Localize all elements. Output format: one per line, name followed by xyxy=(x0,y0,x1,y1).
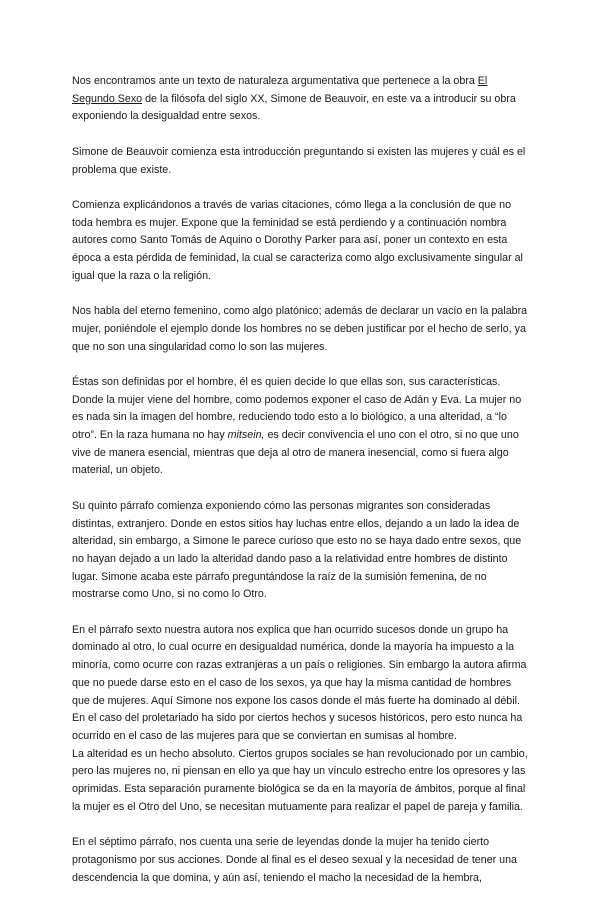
italic-term: mitsein, xyxy=(227,429,265,441)
paragraph-7: En el párrafo sexto nuestra autora nos explica que han ocurrido sucesos donde un grupo ha dominado al otro, lo cual ocurre en desigualdad numérica, donde la mayoría ha impuesto a la minoría, como ocurre con razas extranjeras a un país o religiones. Sin embargo la autora afirma que no puede darse esto en el caso de los sexos, ya que hay la misma cantidad de hombres que de mujeres. Aquí Simone nos expone los casos donde el más fuerte ha dominado al débil. En el caso del proletariado ha sido por ciertos hechos y sucesos históricos, pero esto nunca ha ocurrido en el caso de las mujeres para que se conviertan en sumisas al hombre. xyxy=(72,623,527,742)
paragraph-2: Simone de Beauvoir comienza esta introducción preguntando si existen las mujeres y cuál es el problema que existe. xyxy=(72,145,526,176)
document-body xyxy=(72,73,528,905)
book-title-link[interactable]: El Segundo Sexo xyxy=(72,75,488,105)
paragraph-intro: Nos encontramos ante un texto de naturaleza argumentativa que pertenece a la obra El Segundo Sexo de la filósofa del siglo XX, Simone de Beauvoir, en este va a introducir su obra exponiendo la desigualdad entre sexos. xyxy=(72,75,516,123)
paragraph-5: Éstas son definidas por el hombre, él es quien decide lo que ellas son, sus características. Donde la mujer viene del hombre, como podemos exponer el caso de Adán y Eva. La mujer no es nada sin la imagen del hombre, reduciendo todo esto a lo biológico, a una alteridad, a “lo otro”. En la raza humana no hay mitsein, es decir convivencia el uno con el otro, si no que uno vive de manera esencial, mientras que deja al otro de manera inesencial, como si fuera algo material, un objeto. xyxy=(72,375,522,477)
paragraph-8: La alteridad es un hecho absoluto. Ciertos grupos sociales se han revolucionado por un cambio, pero las mujeres no, ni piensan en ello ya que hay un vínculo estrecho entre los opresores y las oprimidas. Esta separación puramente biológica se da en la mayoría de ámbitos, porque al final la mujer es el Otro del Uno, se necesitan mutuamente para realizar el papel de pareja y familia. xyxy=(72,747,528,813)
paragraph-4: Nos habla del eterno femenino, como algo platónico; además de declarar un vacío en la palabra mujer, poniéndole el ejemplo donde los hombres no se deben justificar por el hecho de serlo, ya que no son una singularidad como lo son las mujeres. xyxy=(72,305,528,353)
paragraph-3: Comienza explicándonos a través de varias citaciones, cómo llega a la conclusión de que no toda hembra es mujer. Expone que la feminidad se está perdiendo y a continuación nombra autores como Santo Tomás de Aquino o Dorothy Parker para así, poner un contexto en esta época a esta pérdida de feminidad, la cual se caracteriza como algo exclusivamente singular al igual que la raza o la religión. xyxy=(72,198,523,282)
paragraph-6: Su quinto párrafo comienza exponiendo cómo las personas migrantes son consideradas distintas, extranjero. Donde en estos sitios hay luchas entre ellos, dejando a un lado la idea de alteridad, sin embargo, a Simone le parece curioso que esto no se haya dado entre sexos, que no hayan dejado a un lado la alteridad dando paso a la relatividad entre hombres de distinto lugar. Simone acaba este párrafo preguntándose la raíz de la sumisión femenina, de no mostrarse como Uno, si no como lo Otro. xyxy=(72,499,522,601)
paragraph-9: En el séptimo párrafo, nos cuenta una serie de leyendas donde la mujer ha tenido cierto protagonismo por sus acciones. Donde al final es el deseo sexual y la necesidad de tener una descendencia la que domina, y aún así, teniendo el macho la necesidad de la hembra, xyxy=(72,836,517,884)
